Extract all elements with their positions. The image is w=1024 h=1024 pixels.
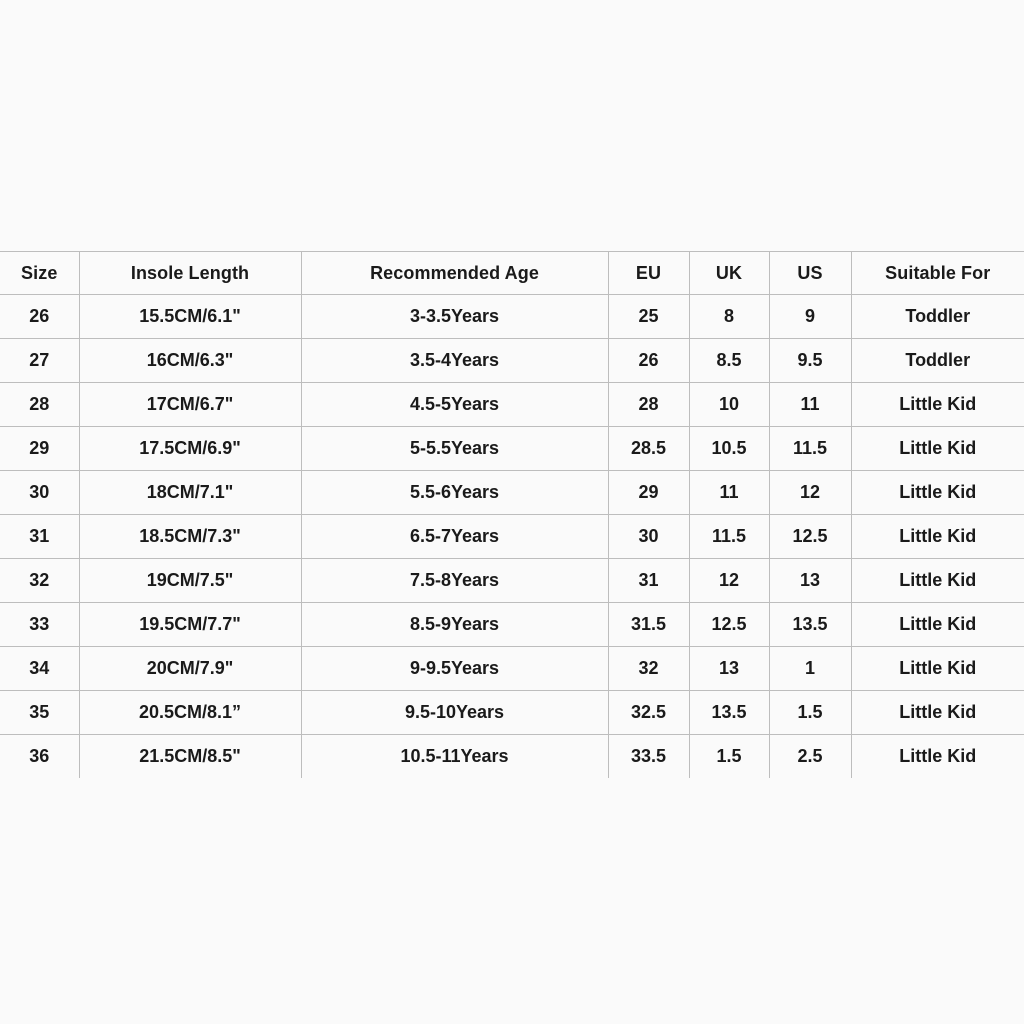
cell-eu: 31.5 bbox=[608, 603, 689, 647]
cell-size: 35 bbox=[0, 691, 79, 735]
cell-suitable-for: Little Kid bbox=[851, 383, 1024, 427]
cell-eu: 31 bbox=[608, 559, 689, 603]
cell-uk: 11 bbox=[689, 471, 769, 515]
header-us: US bbox=[769, 252, 851, 295]
cell-size: 30 bbox=[0, 471, 79, 515]
cell-recommended-age: 5.5-6Years bbox=[301, 471, 608, 515]
cell-uk: 12 bbox=[689, 559, 769, 603]
cell-uk: 11.5 bbox=[689, 515, 769, 559]
table-row bbox=[0, 603, 1024, 647]
cell-recommended-age: 4.5-5Years bbox=[301, 383, 608, 427]
cell-us: 12.5 bbox=[769, 515, 851, 559]
cell-uk: 10 bbox=[689, 383, 769, 427]
cell-recommended-age: 3.5-4Years bbox=[301, 339, 608, 383]
table-row bbox=[0, 735, 1024, 779]
cell-suitable-for: Little Kid bbox=[851, 515, 1024, 559]
cell-insole-length: 17CM/6.7" bbox=[79, 383, 301, 427]
header-recommended-age: Recommended Age bbox=[301, 252, 608, 295]
header-eu: EU bbox=[608, 252, 689, 295]
cell-us: 11 bbox=[769, 383, 851, 427]
cell-insole-length: 20.5CM/8.1” bbox=[79, 691, 301, 735]
cell-us: 12 bbox=[769, 471, 851, 515]
cell-suitable-for: Toddler bbox=[851, 295, 1024, 339]
table-row bbox=[0, 295, 1024, 339]
cell-recommended-age: 8.5-9Years bbox=[301, 603, 608, 647]
cell-insole-length: 17.5CM/6.9" bbox=[79, 427, 301, 471]
size-chart-table bbox=[0, 251, 1024, 778]
cell-suitable-for: Little Kid bbox=[851, 559, 1024, 603]
cell-suitable-for: Little Kid bbox=[851, 691, 1024, 735]
cell-uk: 10.5 bbox=[689, 427, 769, 471]
table-row bbox=[0, 383, 1024, 427]
table-row bbox=[0, 691, 1024, 735]
cell-eu: 32.5 bbox=[608, 691, 689, 735]
table-row bbox=[0, 559, 1024, 603]
cell-recommended-age: 3-3.5Years bbox=[301, 295, 608, 339]
cell-eu: 28 bbox=[608, 383, 689, 427]
cell-uk: 1.5 bbox=[689, 735, 769, 779]
cell-eu: 32 bbox=[608, 647, 689, 691]
cell-insole-length: 18CM/7.1" bbox=[79, 471, 301, 515]
cell-recommended-age: 9-9.5Years bbox=[301, 647, 608, 691]
cell-suitable-for: Little Kid bbox=[851, 647, 1024, 691]
table-row bbox=[0, 339, 1024, 383]
cell-size: 27 bbox=[0, 339, 79, 383]
cell-insole-length: 21.5CM/8.5" bbox=[79, 735, 301, 779]
cell-us: 1 bbox=[769, 647, 851, 691]
header-size: Size bbox=[0, 252, 79, 295]
cell-suitable-for: Little Kid bbox=[851, 735, 1024, 779]
cell-suitable-for: Toddler bbox=[851, 339, 1024, 383]
cell-size: 29 bbox=[0, 427, 79, 471]
table-row bbox=[0, 647, 1024, 691]
cell-insole-length: 18.5CM/7.3" bbox=[79, 515, 301, 559]
cell-recommended-age: 9.5-10Years bbox=[301, 691, 608, 735]
cell-uk: 13.5 bbox=[689, 691, 769, 735]
cell-size: 26 bbox=[0, 295, 79, 339]
cell-eu: 25 bbox=[608, 295, 689, 339]
table-body bbox=[0, 295, 1024, 779]
header-insole-length: Insole Length bbox=[79, 252, 301, 295]
cell-uk: 8.5 bbox=[689, 339, 769, 383]
cell-size: 32 bbox=[0, 559, 79, 603]
cell-eu: 30 bbox=[608, 515, 689, 559]
cell-size: 33 bbox=[0, 603, 79, 647]
cell-recommended-age: 7.5-8Years bbox=[301, 559, 608, 603]
header-suitable-for: Suitable For bbox=[851, 252, 1024, 295]
header-uk: UK bbox=[689, 252, 769, 295]
cell-size: 36 bbox=[0, 735, 79, 779]
cell-uk: 8 bbox=[689, 295, 769, 339]
cell-size: 34 bbox=[0, 647, 79, 691]
cell-size: 28 bbox=[0, 383, 79, 427]
cell-us: 1.5 bbox=[769, 691, 851, 735]
cell-uk: 13 bbox=[689, 647, 769, 691]
cell-insole-length: 19CM/7.5" bbox=[79, 559, 301, 603]
cell-eu: 33.5 bbox=[608, 735, 689, 779]
table-row bbox=[0, 515, 1024, 559]
cell-insole-length: 15.5CM/6.1" bbox=[79, 295, 301, 339]
cell-insole-length: 19.5CM/7.7" bbox=[79, 603, 301, 647]
cell-eu: 26 bbox=[608, 339, 689, 383]
cell-us: 9 bbox=[769, 295, 851, 339]
header-row bbox=[0, 252, 1024, 295]
cell-us: 2.5 bbox=[769, 735, 851, 779]
cell-size: 31 bbox=[0, 515, 79, 559]
cell-recommended-age: 6.5-7Years bbox=[301, 515, 608, 559]
cell-recommended-age: 10.5-11Years bbox=[301, 735, 608, 779]
cell-us: 13.5 bbox=[769, 603, 851, 647]
cell-insole-length: 20CM/7.9" bbox=[79, 647, 301, 691]
cell-us: 13 bbox=[769, 559, 851, 603]
cell-suitable-for: Little Kid bbox=[851, 603, 1024, 647]
cell-us: 9.5 bbox=[769, 339, 851, 383]
table-row bbox=[0, 427, 1024, 471]
cell-eu: 29 bbox=[608, 471, 689, 515]
table-row bbox=[0, 471, 1024, 515]
table-header bbox=[0, 252, 1024, 295]
cell-us: 11.5 bbox=[769, 427, 851, 471]
cell-suitable-for: Little Kid bbox=[851, 427, 1024, 471]
cell-uk: 12.5 bbox=[689, 603, 769, 647]
cell-eu: 28.5 bbox=[608, 427, 689, 471]
cell-insole-length: 16CM/6.3" bbox=[79, 339, 301, 383]
cell-suitable-for: Little Kid bbox=[851, 471, 1024, 515]
cell-recommended-age: 5-5.5Years bbox=[301, 427, 608, 471]
